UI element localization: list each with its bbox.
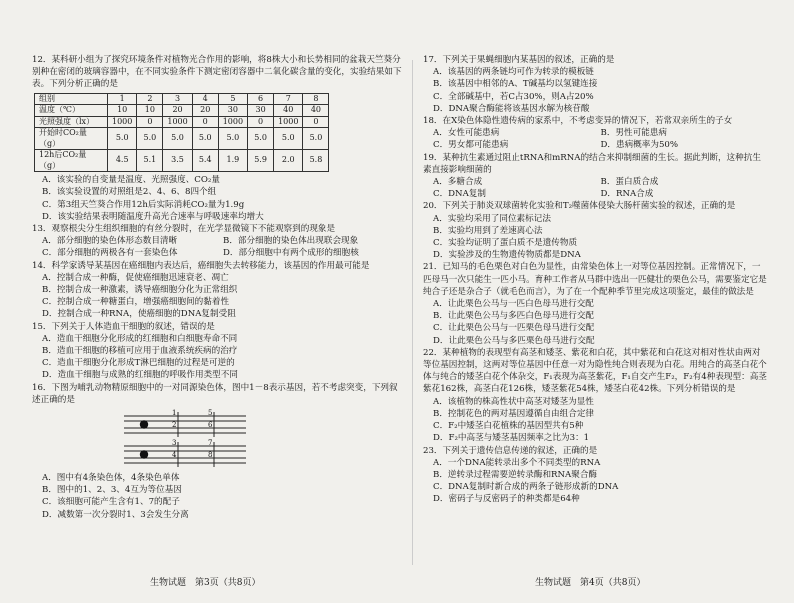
option-b: B．控制花色的两对基因遵循自由组合定律 <box>433 408 595 419</box>
gene-label: 5 <box>208 408 213 417</box>
table-cell: 1 <box>108 93 137 105</box>
gene-label: 8 <box>208 450 213 459</box>
option-d: D．DNA聚合酶能将该基因水解为核苷酸 <box>433 103 590 114</box>
table-cell: 3 <box>163 93 192 105</box>
option-b: B．蛋白质合成 <box>600 177 659 188</box>
table-cell: 5.0 <box>192 128 218 150</box>
table-cell: 0 <box>248 116 274 128</box>
table-row <box>35 93 329 105</box>
question-stem: 13．观察根尖分生组织细胞的有丝分裂时，在光学显微镜下不能观察到的现象是 <box>32 223 336 234</box>
option-b: B．造血干细胞的移植可应用于血液系统疾病的治疗 <box>42 345 238 356</box>
homologous-chromosomes-diagram <box>120 408 250 470</box>
option-c: C．让此栗色公马与一匹栗色母马进行交配 <box>433 323 595 334</box>
option-b: B．该实验设置的对照组是2、4、6、8四个组 <box>42 187 217 198</box>
question-stem: 18．在X染色体隐性遗传病的家系中，不考虑变异的情况下，若常双亲所生的子女 <box>423 116 733 127</box>
option-a: A．多糖合成 <box>433 177 483 188</box>
option-b: B．逆转录过程需要逆转录酶和RNA聚合酶 <box>433 469 598 480</box>
option-a: A．造血干细胞分化形成的红细胞和白细胞寿命不同 <box>42 333 238 344</box>
option-d: D．患病概率为50% <box>600 140 679 151</box>
option-b: B．实验均用到了差速离心法 <box>433 225 543 236</box>
page-footer-left: 生物试题 第3页（共8页） <box>150 578 261 588</box>
row-header-cell: 12h后CO₂量（g） <box>35 150 108 172</box>
table-cell: 10 <box>108 105 137 117</box>
question-stem: 17．下列关于果蝇细胞内某基因的叙述，正确的是 <box>423 55 615 65</box>
option-a: A．该植物的株高性状中高茎对矮茎为显性 <box>433 396 594 407</box>
gene-label: 2 <box>172 420 177 429</box>
table-row <box>35 150 329 172</box>
question-stem: 20．下列关于肺炎双球菌转化实验和T₂噬菌体侵染大肠杆菌实验的叙述，正确的是 <box>423 201 736 212</box>
gene-label: 4 <box>172 450 177 459</box>
option-a: A．部分细胞的染色体形态数目清晰 <box>42 236 178 247</box>
option-a: A．控制合成一种酶，促使癌细胞迅速衰老、凋亡 <box>42 272 229 283</box>
row-header-cell: 开始时CO₂量（g） <box>35 128 108 150</box>
option-c: C．全部碱基中，若C占30%，则A占20% <box>433 91 594 102</box>
question-stem: 22．某种植物的表现型有高茎和矮茎、紫花和白花，其中紫花和白花这对相对性状由两对等位基因控制，这两对等位基因中任意一对为隐性纯合则表现为白花。用纯合的高茎白花个体与纯合的矮茎白花个体杂交，F₁表现为高茎紫花，F₁自交产生F₂，F₂有4种表现型：高茎紫花162株，高茎白花126株，矮茎紫花54株，矮茎白花42株。下列分析错误的是 <box>423 347 767 395</box>
row-header-cell: 温度（℃） <box>35 105 108 117</box>
left-column <box>32 54 404 521</box>
gene-label: 3 <box>172 438 177 447</box>
table-cell: 10 <box>137 105 163 117</box>
question-18 <box>423 115 768 152</box>
option-d: D．部分细胞中有两个成形的细胞核 <box>223 248 359 259</box>
table-cell: 1.9 <box>218 150 247 172</box>
centromere <box>140 450 148 458</box>
option-c: C．第3组天竺葵合作用12h后实际消耗CO₂量为1.9g <box>42 199 245 210</box>
row-header-cell: 光照强度（lx） <box>35 116 108 128</box>
option-b: B．部分细胞的染色体出现联会现象 <box>223 236 359 247</box>
option-d: D．控制合成一种RNA，使癌细胞的DNA复制受阻 <box>42 309 236 320</box>
table-cell: 5 <box>218 93 247 105</box>
table-cell: 8 <box>303 93 329 105</box>
experiment-table <box>34 93 329 173</box>
option-c: C．DNA复制时新合成的两条子链形成新的DNA <box>433 482 619 493</box>
option-c: C．控制合成一种糖蛋白，增强癌细胞间的黏着性 <box>42 297 230 308</box>
option-d: D．造血干细胞与成熟的红细胞的呼吸作用类型不同 <box>42 370 238 381</box>
question-20 <box>423 200 768 261</box>
table-cell: 5.0 <box>274 128 303 150</box>
table-cell: 5.4 <box>192 150 218 172</box>
question-stem: 23．下列关于遗传信息传递的叙述，正确的是 <box>423 445 598 456</box>
question-12 <box>32 54 404 223</box>
option-d: D．密码子与反密码子的种类都是64种 <box>433 494 580 505</box>
option-b: B．控制合成一种激素，诱导癌细胞分化为正常组织 <box>42 284 238 295</box>
right-column <box>423 54 768 506</box>
option-a: A．一个DNA能转录出多个不同类型的RNA <box>433 457 601 468</box>
gene-label: 6 <box>208 420 213 429</box>
table-cell: 1000 <box>274 116 303 128</box>
column-divider <box>412 60 413 565</box>
option-c: C．实验均证明了蛋白质不是遗传物质 <box>433 238 578 249</box>
table-cell: 4.5 <box>108 150 137 172</box>
question-15 <box>32 321 404 382</box>
option-d: D．F₂中高茎与矮茎基因频率之比为3：1 <box>433 433 590 444</box>
option-c: C．F₂中矮茎白花植株的基因型共有5种 <box>433 421 584 432</box>
table-cell: 0 <box>303 116 329 128</box>
page-footer-right: 生物试题 第4页（共8页） <box>535 578 646 588</box>
table-cell: 3.5 <box>163 150 192 172</box>
option-d: D．该实验结果表明随温度升高光合速率与呼吸速率均增大 <box>42 211 264 222</box>
option-b: B．图中的1、2、3、4互为等位基因 <box>42 485 182 496</box>
question-stem: 16．下图为哺乳动物精原细胞中的一对同源染色体，图中1－8表示基因，若不考虑突变，下列叙述正确的是 <box>32 382 398 405</box>
table-cell: 5.0 <box>218 128 247 150</box>
row-header-cell: 组别 <box>35 93 108 105</box>
option-c: C．部分细胞的两极各有一套染色体 <box>42 248 178 259</box>
table-cell: 20 <box>192 105 218 117</box>
table-cell: 1000 <box>108 116 137 128</box>
table-cell: 5.1 <box>137 150 163 172</box>
centromere <box>140 420 148 428</box>
question-19 <box>423 152 768 201</box>
table-cell: 5.0 <box>163 128 192 150</box>
option-a: A．让此栗色公马与一匹白色母马进行交配 <box>433 299 594 310</box>
option-c: C．造血干细胞分化形成T淋巴细胞的过程是可逆的 <box>42 358 235 369</box>
table-cell: 5.8 <box>303 150 329 172</box>
table-row <box>35 116 329 128</box>
table-cell: 5.9 <box>248 150 274 172</box>
table-cell: 5.0 <box>137 128 163 150</box>
option-c: C．DNA复制 <box>433 189 486 200</box>
question-stem: 21．已知马的毛色栗色对白色为显性，由常染色体上一对等位基因控制。正常情况下，一匹母马一次只能生一匹小马。育种工作者从马群中选出一匹健壮的栗色公马，需要鉴定它是纯合子还是杂合子（就毛色而言），为了在一个配种季节里完成这项鉴定，最佳的做法是 <box>423 262 767 297</box>
table-cell: 1000 <box>163 116 192 128</box>
option-a: A．图中有4条染色体，4条染色单体 <box>42 472 180 483</box>
option-d: D．让此栗色公马与多匹栗色母马进行交配 <box>433 335 595 346</box>
option-b: B．该基因中相邻的A、T碱基均以氢键连接 <box>433 79 598 90</box>
option-d: D．RNA合成 <box>600 189 654 200</box>
question-16 <box>32 382 404 521</box>
table-cell: 40 <box>303 105 329 117</box>
question-stem: 15．下列关于人体造血干细胞的叙述，错误的是 <box>32 321 215 332</box>
option-b: B．男性可能患病 <box>600 128 667 139</box>
gene-label: 7 <box>208 438 213 447</box>
option-a: A．女性可能患病 <box>433 128 500 139</box>
table-cell: 20 <box>163 105 192 117</box>
option-c: C．男女都可能患病 <box>433 140 509 151</box>
option-a: A．实验均采用了同位素标记法 <box>433 213 551 224</box>
table-cell: 5.0 <box>303 128 329 150</box>
table-cell: 1000 <box>218 116 247 128</box>
table-cell: 0 <box>137 116 163 128</box>
question-stem: 14．科学家诱导某基因在癌细胞内表达后，癌细胞失去转移能力，该基因的作用最可能是 <box>32 260 370 271</box>
table-cell: 5.0 <box>248 128 274 150</box>
table-cell: 4 <box>192 93 218 105</box>
option-a: A．该实验的自变量是温度、光照强度、CO₂量 <box>42 175 220 186</box>
option-b: B．让此栗色公马与多匹白色母马进行交配 <box>433 311 595 322</box>
table-row <box>35 105 329 117</box>
table-cell: 30 <box>218 105 247 117</box>
table-cell: 6 <box>248 93 274 105</box>
option-c: C．该细胞可能产生含有1、7的配子 <box>42 497 180 508</box>
question-13 <box>32 223 404 260</box>
table-cell: 2.0 <box>274 150 303 172</box>
question-23 <box>423 445 768 506</box>
table-cell: 7 <box>274 93 303 105</box>
question-stem: 12．某科研小组为了探究环境条件对植物光合作用的影响，将8株大小和长势相同的盆栽天竺葵分别种在密闭的玻璃容器中，在不同实验条件下测定密闭容器中二氧化碳含量的变化，实验结果如下表。下列分析正确的是 <box>32 55 402 90</box>
table-cell: 5.0 <box>108 128 137 150</box>
chromosome-figure <box>120 408 250 470</box>
option-d: D．实验涉及的生物遗传物质都是DNA <box>433 250 581 261</box>
question-17 <box>423 54 768 115</box>
question-21 <box>423 261 768 346</box>
option-d: D．减数第一次分裂时1、3会发生分离 <box>42 509 189 520</box>
table-cell: 40 <box>274 105 303 117</box>
option-a: A．该基因的两条链均可作为转录的模板链 <box>433 67 594 78</box>
table-cell: 30 <box>248 105 274 117</box>
question-14 <box>32 260 404 321</box>
table-cell: 2 <box>137 93 163 105</box>
question-stem: 19．某种抗生素通过阻止tRNA和mRNA的结合来抑制细菌的生长。据此判断，这种抗生素直接影响细菌的 <box>423 152 761 175</box>
table-cell: 0 <box>192 116 218 128</box>
question-22 <box>423 347 768 445</box>
gene-label: 1 <box>172 408 177 417</box>
table-row <box>35 128 329 150</box>
